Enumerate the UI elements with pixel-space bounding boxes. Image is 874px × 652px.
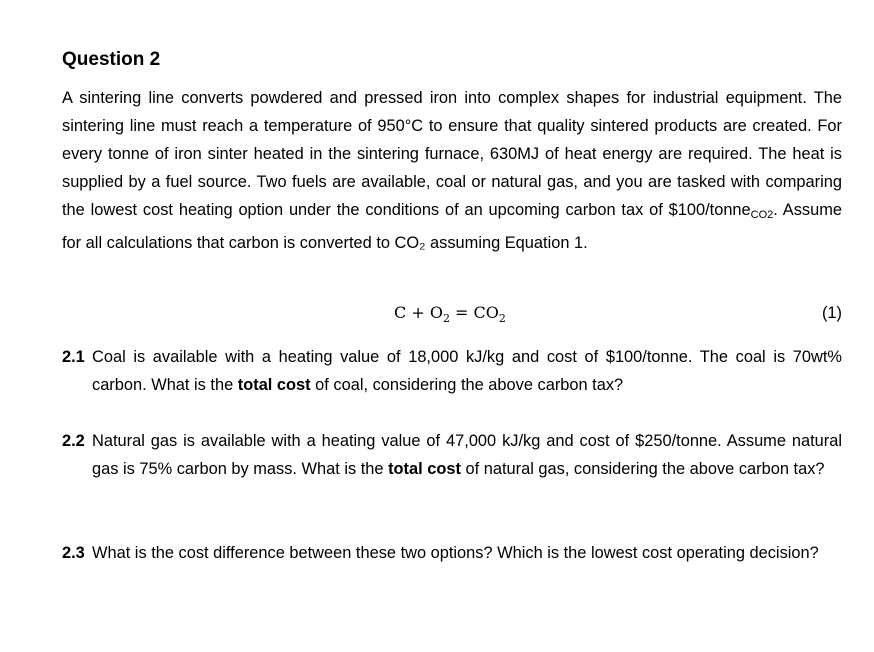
question-text-after: of coal, considering the above carbon tax? [310,376,624,394]
question-2-1 [62,343,842,399]
question-2-3 [62,539,842,567]
question-2-2 [62,427,842,483]
equation [394,300,506,332]
equation-number: (1) [821,304,842,322]
question-text [92,427,842,483]
question-number: 2.1 [62,348,85,366]
equation-row [62,300,842,326]
equation-co2-subscript: 2 [498,312,506,325]
question-title: Question 2 [62,49,161,70]
intro-text-part2: . Assume for all calculations that carbon is converted to CO₂ assuming Equation 1. [62,201,842,252]
intro-paragraph [62,84,842,257]
equation-rhs: = CO [449,303,499,322]
equation-lhs: C + O [394,303,443,322]
question-number: 2.2 [62,432,85,450]
question-text-before: Coal is available with a heating value of 18,000 kJ/kg and cost of $100/tonne. The coal is 70wt% carbon. What is the [92,348,842,394]
equation-o2-subscript: 2 [442,312,450,325]
question-bold: total cost [388,460,461,478]
question-text: What is the cost difference between these two options? Which is the lowest cost operating decision? [92,544,819,562]
question-bold: total cost [237,376,311,394]
question-text [92,343,842,399]
question-text-before: Natural gas is available with a heating value of 47,000 kJ/kg and cost of $250/tonne. Assume natural gas is 75% carbon by mass. What is the [92,432,842,478]
intro-subscript: CO2 [750,209,774,221]
question-text-after: of natural gas, considering the above carbon tax? [460,460,825,478]
question-number: 2.3 [62,544,85,562]
intro-text-part1: A sintering line converts powdered and pressed iron into complex shapes for industrial equipment. The sintering line must reach a temperature of 950°C to ensure that quality sintered products are created. For every tonne of iron sinter heated in the sintering furnace, 630MJ of heat energy are required. The heat is supplied by a fuel source. Two fuels are available, coal or natural gas, and you are tasked with comparing the lowest cost heating option under the conditions of an upcoming carbon tax of $100/tonne [62,89,842,219]
